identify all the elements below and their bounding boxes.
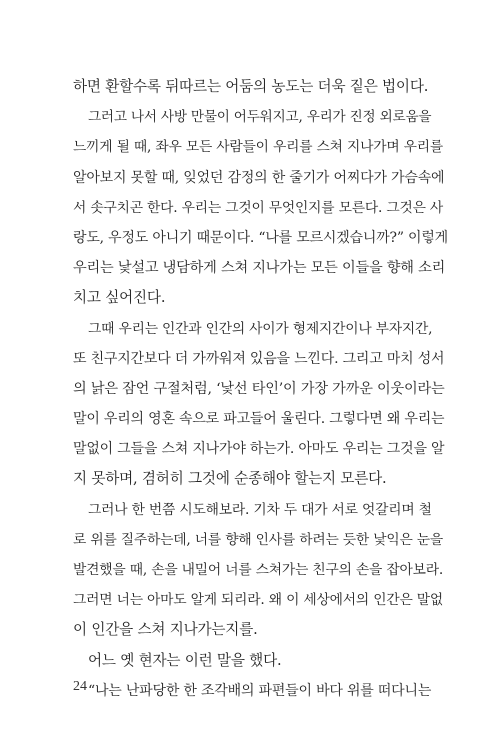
text-line: 그때 우리는 인간과 인간의 사이가 형제지간이나 부자지간, [88, 320, 433, 337]
text-line: 말없이 그들을 스쳐 지나가야 하는가. 아마도 우리는 그것을 알 [73, 441, 445, 458]
page-body [73, 72, 448, 706]
text-line: 발견했을 때, 손을 내밀어 너를 스쳐가는 친구의 손을 잡아보라. [73, 562, 444, 578]
text-line: 말이 우리의 영혼 속으로 파고들어 울린다. 그렇다면 왜 우리는 [73, 411, 445, 428]
page-number: 24 [73, 679, 87, 694]
text-line: 로 위를 질주하는데, 너를 향해 인사를 하려는 듯한 낯익은 눈을 [73, 531, 444, 548]
text-line: 랑도, 우정도 아니기 때문이다. “나를 모르시겠습니까?” 이렇게 [73, 229, 448, 246]
text-line: 서 솟구치곤 한다. 우리는 그것이 무엇인지를 모른다. 그것은 사 [73, 199, 444, 216]
text-line: 그러나 한 번쯤 시도해보라. 기차 두 대가 서로 엇갈리며 철 [88, 501, 432, 518]
text-line: 그러고 나서 사방 만물이 어두워지고, 우리가 진정 외로움을 [88, 109, 432, 126]
text-line: 또 친구지간보다 더 가까워져 있음을 느낀다. 그리고 마치 성서 [73, 350, 445, 367]
text-line: 의 낡은 잠언 구절처럼, ‘낯선 타인’이 가장 가까운 이웃이라는 [73, 380, 445, 397]
text-line: 우리는 낯설고 냉담하게 스쳐 지나가는 모든 이들을 향해 소리 [73, 260, 446, 277]
text-line: 어느 옛 현자는 이런 말을 했다. [88, 651, 282, 669]
text-line: 치고 싶어진다. [73, 289, 166, 307]
text-line: 이 인간을 스쳐 지나가는지를. [73, 621, 258, 639]
text-line: “나는 난파당한 한 조각배의 파편들이 바다 위를 떠다니는 [88, 682, 432, 699]
text-line: 그러면 너는 아마도 알게 되리라. 왜 이 세상에서의 인간은 말없 [73, 592, 444, 609]
text-line: 느끼게 될 때, 좌우 모든 사람들이 우리를 스쳐 지나가며 우리를 [73, 139, 444, 156]
text-line: 하면 환할수록 뒤따르는 어둠의 농도는 더욱 짙은 법이다. [73, 78, 429, 95]
text-line: 알아보지 못할 때, 잊었던 감정의 한 줄기가 어찌다가 가슴속에 [73, 169, 445, 186]
text-line: 지 못하며, 겸허히 그것에 순종해야 할는지 모른다. [73, 470, 387, 488]
